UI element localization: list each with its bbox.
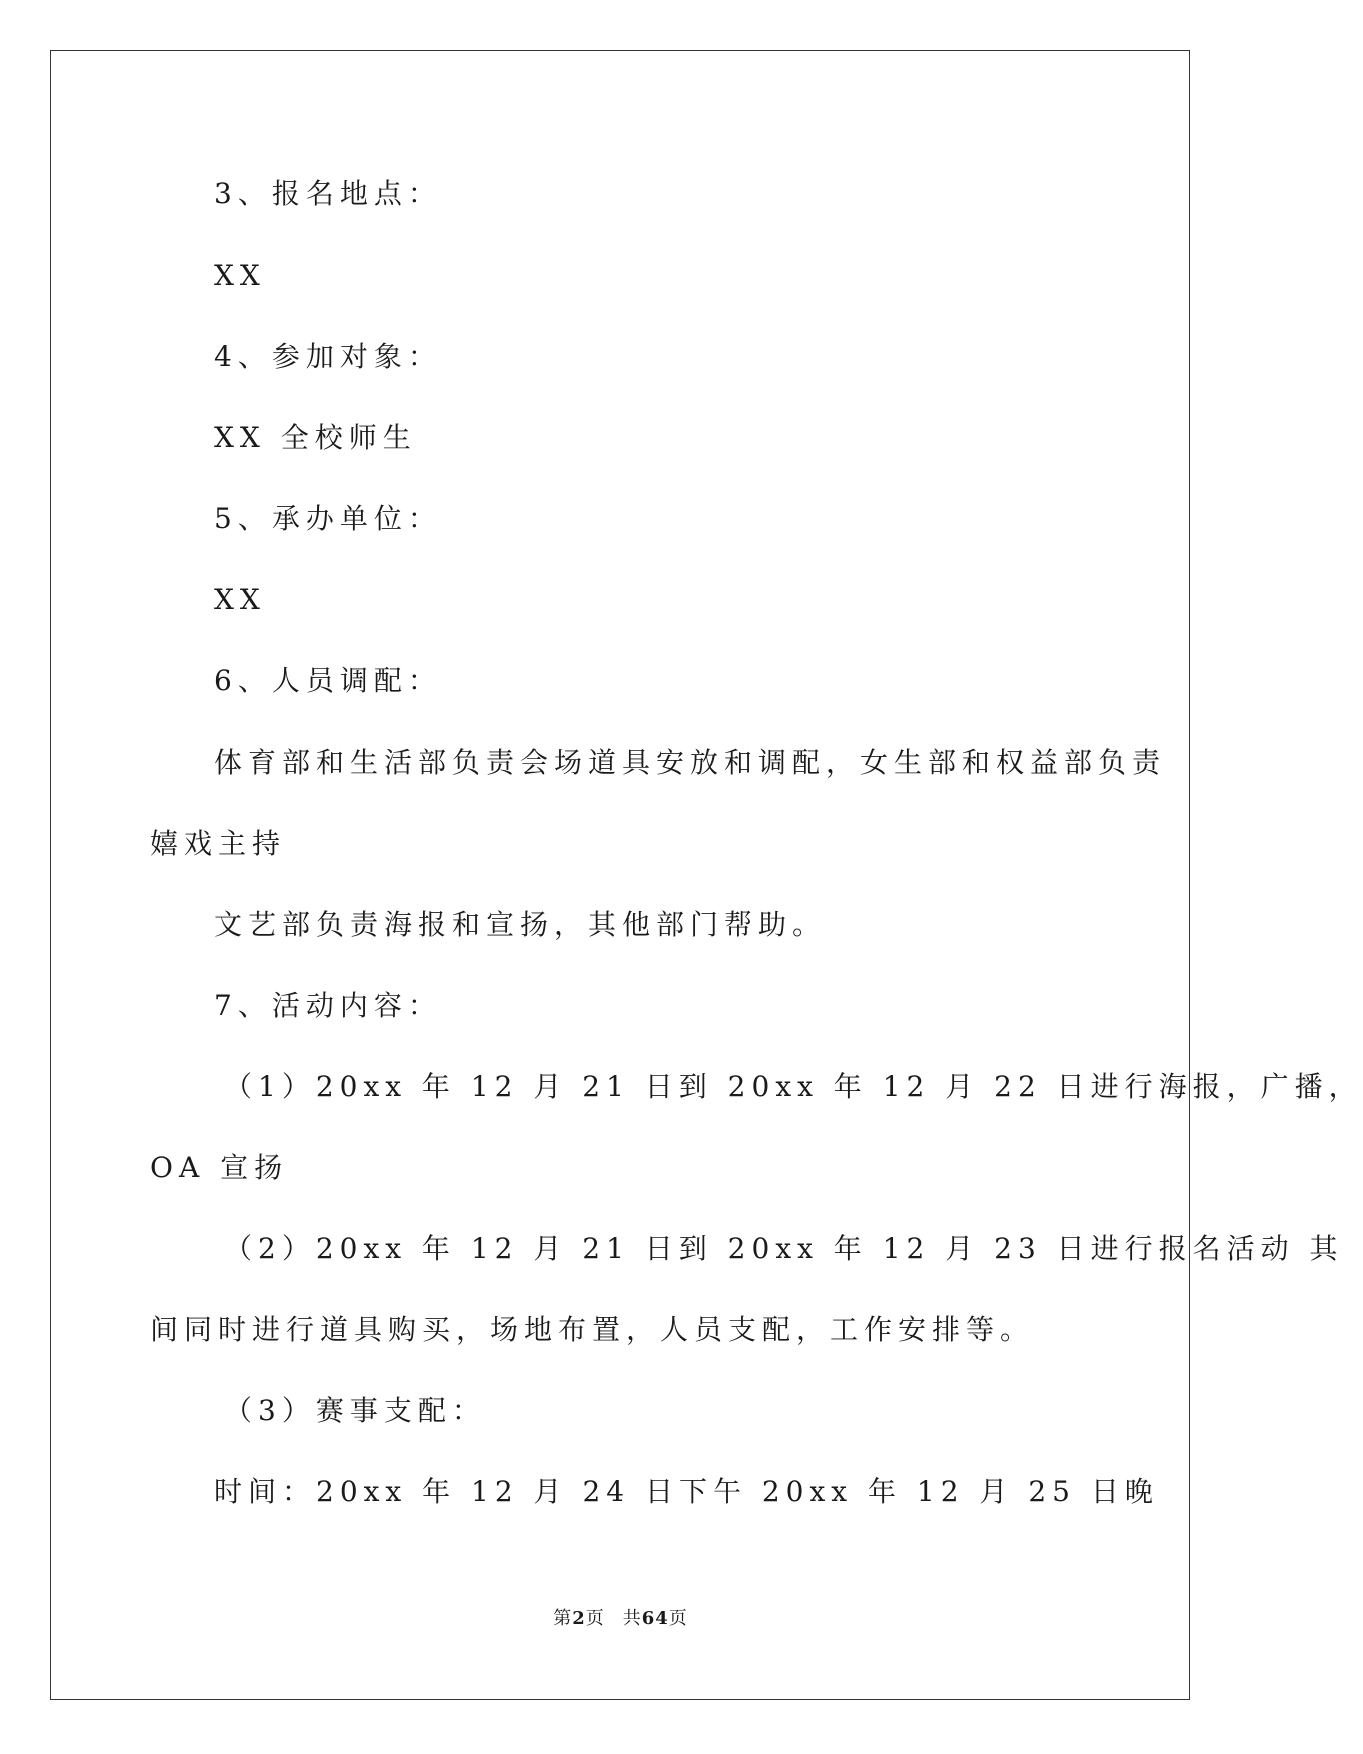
page-footer [0, 1607, 1241, 1631]
paragraph-line: OA 宣扬 [150, 1151, 289, 1184]
paragraph-line: （1）20xx 年 12 月 21 日到 20xx 年 12 月 22 日进行海报，广播， [224, 1070, 1363, 1103]
paragraph-line: 时间：20xx 年 12 月 24 日下午 20xx 年 12 月 25 日晚 [214, 1475, 1159, 1508]
section-5-heading: 5、承办单位： [214, 502, 442, 535]
section-4-value: XX 全校师生 [214, 421, 417, 454]
paragraph-line: 文艺部负责海报和宣扬，其他部门帮助。 [214, 908, 827, 941]
page-number: 2 [572, 1608, 586, 1629]
total-pages: 64 [641, 1608, 669, 1629]
page-suffix: 页 [585, 1608, 605, 1629]
total-suffix: 页 [668, 1608, 688, 1629]
total-prefix: 共 [622, 1608, 642, 1629]
paragraph-line: 体育部和生活部负责会场道具安放和调配，女生部和权益部负责 [214, 746, 1167, 779]
section-3-value: XX [214, 259, 266, 292]
section-5-value: XX [214, 583, 266, 616]
section-4-heading: 4、参加对象： [214, 340, 442, 373]
section-7-heading: 7、活动内容： [214, 989, 442, 1022]
paragraph-line: （2）20xx 年 12 月 21 日到 20xx 年 12 月 23 日进行报名活动 其 [224, 1232, 1344, 1265]
section-6-heading: 6、人员调配： [214, 664, 442, 697]
page-border [50, 50, 1190, 1700]
paragraph-line: 嬉戏主持 [150, 827, 287, 860]
section-3-heading: 3、报名地点： [214, 177, 442, 210]
paragraph-line: 间同时进行道具购买，场地布置，人员支配，工作安排等。 [150, 1313, 1035, 1346]
subsection-heading: （3）赛事支配： [224, 1394, 486, 1427]
page-prefix: 第 [553, 1608, 573, 1629]
